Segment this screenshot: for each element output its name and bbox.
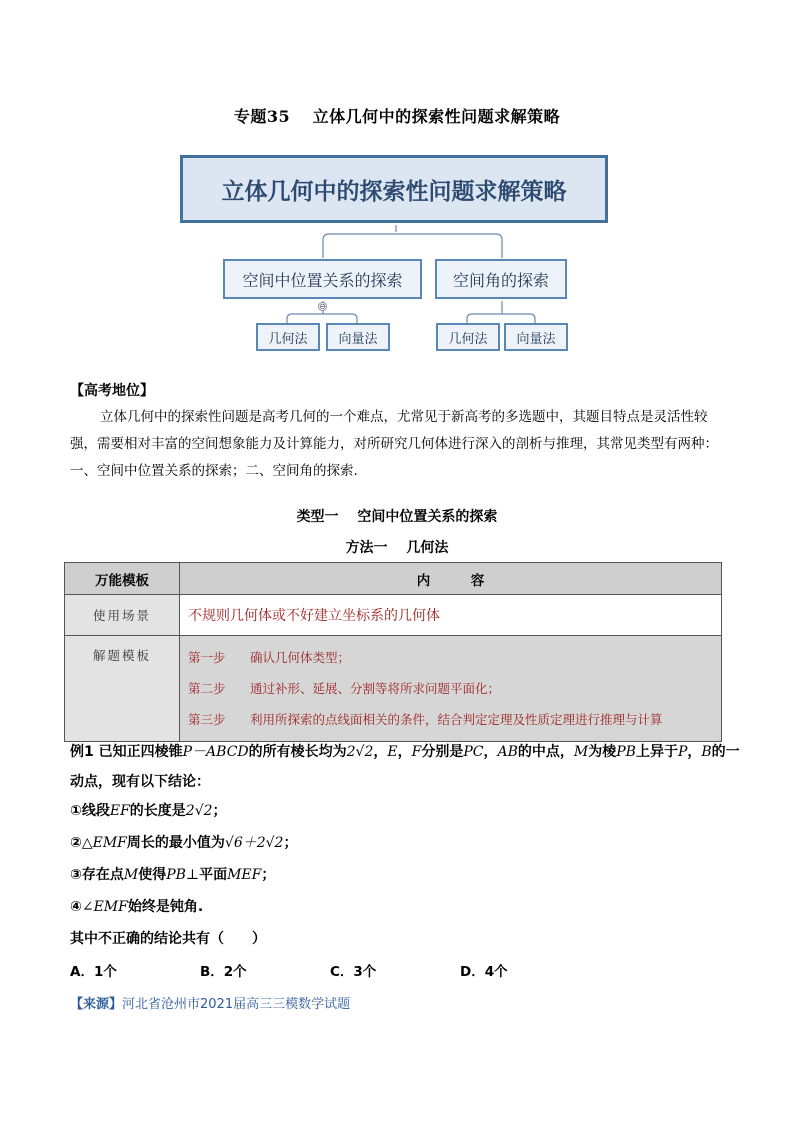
mindmap-leaf-vector-2: 向量法 xyxy=(504,323,568,351)
mindmap-branch-angle: 空间角的探索 xyxy=(435,259,567,299)
answer-options xyxy=(70,960,590,980)
option-c[interactable]: C．3个 xyxy=(330,964,377,980)
source-text: 河北省沧州市2021届高三三模数学试题 xyxy=(122,997,351,1012)
question-prompt: 其中不正确的结论共有（ ） xyxy=(70,931,266,947)
mindmap-leaf-vector-1: 向量法 xyxy=(326,323,390,351)
mindmap-leaf-geometry-1: 几何法 xyxy=(256,323,320,351)
mindmap-connectors xyxy=(0,0,794,360)
table-header-template: 万能模板 xyxy=(65,563,180,595)
step-item: 第一步 确认几何体类型； xyxy=(188,650,351,665)
document-title: 专题35 立体几何中的探索性问题求解策略 xyxy=(233,107,561,126)
table-header-row xyxy=(65,563,722,595)
conclusion-3: ③存在点M使得PB⊥平面MEF； xyxy=(70,867,276,883)
source-line xyxy=(70,993,350,1012)
option-b[interactable]: B．2个 xyxy=(200,964,247,980)
conclusion-4: ④∠EMF始终是钝角. xyxy=(70,899,204,915)
table-row xyxy=(65,595,722,636)
step-item: 第二步 通过补形、延展、分割等将所求问题平面化； xyxy=(188,681,501,696)
row-content-steps xyxy=(180,636,722,742)
template-table xyxy=(64,562,722,742)
row-label-template: 解题模板 xyxy=(65,636,180,742)
mindmap-branch-position: 空间中位置关系的探索 xyxy=(223,259,422,299)
conclusion-1: ①线段EF的长度是2√2； xyxy=(70,803,227,819)
row-label-scenario: 使用场景 xyxy=(65,595,180,636)
section-heading: 【高考地位】 xyxy=(70,383,154,399)
row-content-scenario: 不规则几何体或不好建立坐标系的几何体 xyxy=(180,595,722,636)
conclusion-2: ②△EMF周长的最小值为√6＋2√2； xyxy=(70,835,298,851)
intro-paragraph: 立体几何中的探索性问题是高考几何的一个难点，尤常见于新高考的多选题中，其题目特点是灵活性较强，需要相对丰富的空间想象能力及计算能力，对所研究几何体进行深入的剖析与推理，其常见类型有两种：一、空间中位置关系的探索；二、空间角的探索. xyxy=(70,409,718,479)
method-heading: 方法一 几何法 xyxy=(345,540,449,556)
option-a[interactable]: A．1个 xyxy=(70,964,117,980)
mindmap-leaf-geometry-2: 几何法 xyxy=(436,323,500,351)
step-item: 第三步 利用所探索的点线面相关的条件，结合判定定理及性质定理进行推理与计算 xyxy=(188,712,663,727)
collapse-icon[interactable]: ⊖ xyxy=(319,302,326,311)
table-row xyxy=(65,636,722,742)
option-d[interactable]: D．4个 xyxy=(460,964,508,980)
example-stem: 例1 已知正四棱锥P－ABCD的所有棱长均为2√2，E，F分别是PC，AB的中点，M为棱PB上异于P，B的一动点，现有以下结论： xyxy=(70,744,740,790)
table-header-content: 内 容 xyxy=(180,563,722,595)
type-heading: 类型一 空间中位置关系的探索 xyxy=(296,509,498,525)
source-label: 【来源】 xyxy=(70,997,123,1012)
mindmap-root: 立体几何中的探索性问题求解策略 xyxy=(180,155,608,223)
